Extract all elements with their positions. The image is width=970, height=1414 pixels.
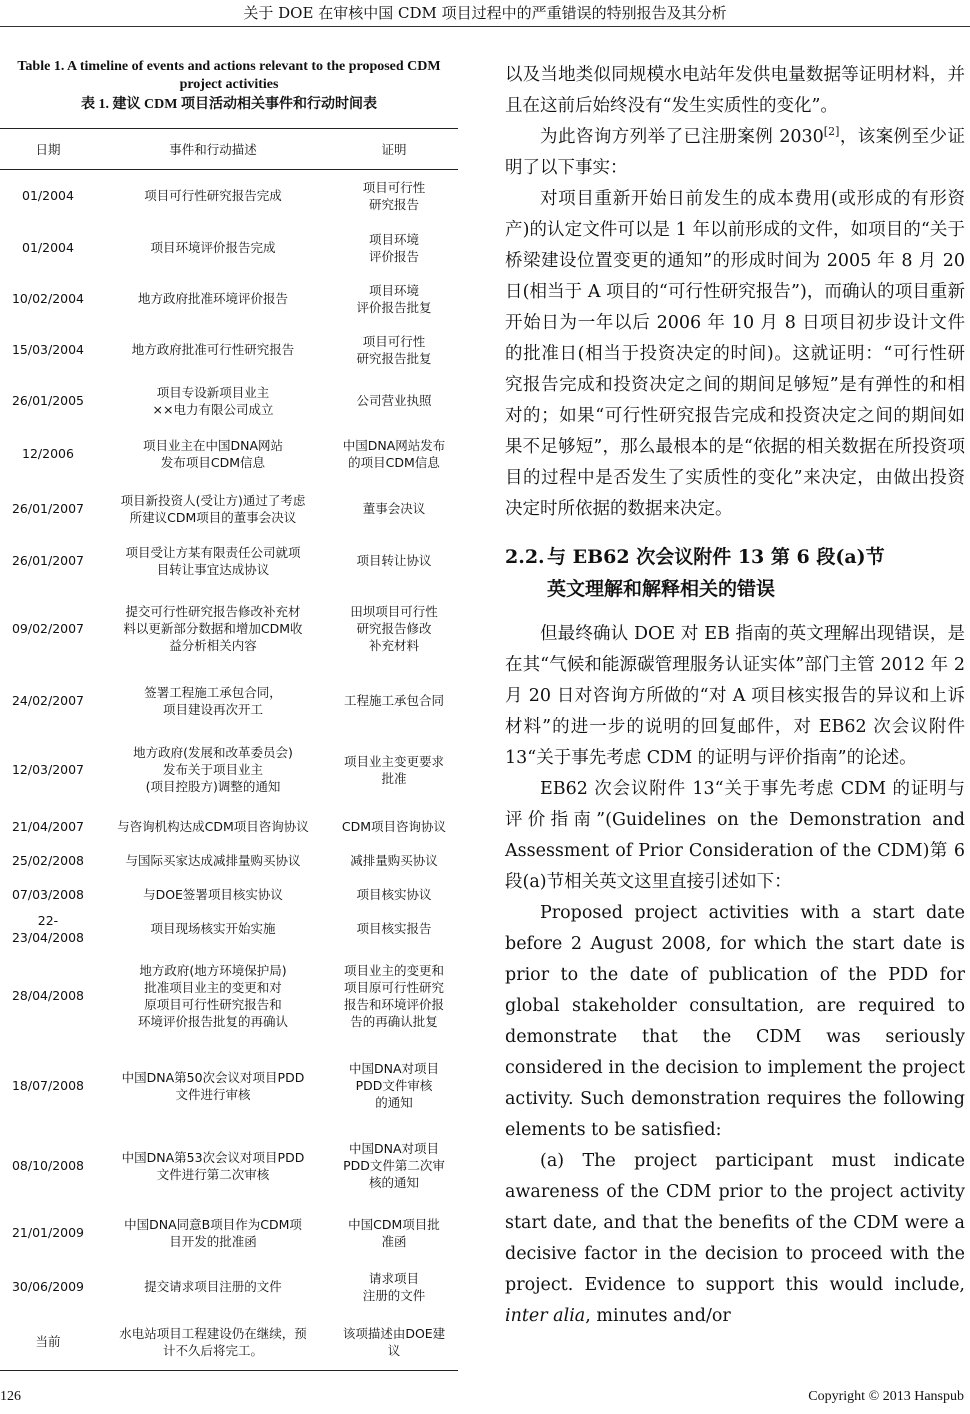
cell-date: 21/04/2007 xyxy=(11,819,85,834)
cell-date: 28/04/2008 xyxy=(11,988,85,1003)
table-row xyxy=(0,878,458,912)
cell-date: 30/06/2009 xyxy=(11,1279,85,1294)
table-row xyxy=(0,1260,458,1314)
table-row xyxy=(0,844,458,878)
column-header-date: 日期 xyxy=(0,129,96,170)
table-row xyxy=(0,586,458,672)
cell-event: 与DOE签署项目核实协议 xyxy=(143,887,283,902)
cell-event: 地方政府(地方环境保护局) 批准项目业主的变更和对 原项目可行性研究报告和 环境评价报告批复的再确认 xyxy=(137,962,288,1029)
cell-event: 地方政府(发展和改革委员会) 发布关于项目业主 (项目控股方)调整的通知 xyxy=(133,745,293,794)
cell-evidence: 项目业主的变更和 项目原可行性研究 报告和环境评价报 告的再确认批复 xyxy=(343,962,444,1029)
cell-event: 项目环境评价报告完成 xyxy=(150,240,276,255)
cell-date: 26/01/2005 xyxy=(11,393,85,408)
cell-evidence: 请求项目 注册的文件 xyxy=(362,1270,426,1303)
table-row xyxy=(0,482,458,536)
table-row xyxy=(0,1126,458,1206)
cell-evidence: CDM项目咨询协议 xyxy=(341,819,447,834)
cell-event: 中国DNA第53次会议对项目PDD 文件进行第二次审核 xyxy=(121,1149,305,1182)
cell-event: 与国际买家达成减排量购买协议 xyxy=(125,853,301,868)
cell-event: 地方政府批准可行性研究报告 xyxy=(131,342,295,357)
cell-date: 当前 xyxy=(0,1314,96,1371)
table-row xyxy=(0,1314,458,1371)
table-caption xyxy=(0,58,458,114)
table-row xyxy=(0,376,458,426)
cell-evidence: 中国DNA网站发布 的项目CDM信息 xyxy=(342,437,446,470)
cell-date: 21/01/2009 xyxy=(11,1225,85,1240)
body-text-column xyxy=(505,60,965,1332)
column-header-evidence: 证明 xyxy=(330,129,458,170)
header-rule xyxy=(0,26,970,27)
cell-evidence: 项目核实报告 xyxy=(356,921,432,936)
cell-date: 24/02/2007 xyxy=(11,693,85,708)
paragraph-text: ，该案例至少证明了以下事实： xyxy=(505,127,965,178)
cell-evidence: 项目核实协议 xyxy=(356,887,432,902)
cell-date: 07/03/2008 xyxy=(11,887,85,902)
paragraph-text: 为此咨询方列举了已注册案例 2030 xyxy=(540,127,824,147)
cell-event: 中国DNA第50次会议对项目PDD 文件进行审核 xyxy=(121,1069,305,1102)
cell-date: 01/2004 xyxy=(22,188,74,204)
table-header-row xyxy=(0,129,458,170)
paragraph-text: (a) The project participant must indicate awareness of the CDM prior to the project activity start date, and that the benefits of the CDM were a decisive factor in the decision to proceed with the project. Evidence to support this would include, xyxy=(505,1151,965,1295)
paragraph: EB62 次会议附件 13“关于事先考虑 CDM 的证明与评价指南”(Guidelines on the Demonstration and Assessment of Prior Consideration of the CDM)第 6 段(a)节相关英文这里直接引述如下： xyxy=(505,779,965,892)
table-row xyxy=(0,672,458,730)
table-row xyxy=(0,222,458,274)
table-row xyxy=(0,324,458,376)
cell-date: 26/01/2007 xyxy=(11,553,85,568)
cell-evidence: 中国CDM项目批 准函 xyxy=(348,1216,440,1249)
cell-evidence: 田坝项目可行性 研究报告修改 补充材料 xyxy=(350,604,438,653)
cell-date: 10/02/2004 xyxy=(11,291,85,306)
table-caption-en: Table 1. A timeline of events and actions relevant to the proposed CDM project activities xyxy=(17,59,441,92)
cell-event: 地方政府批准环境评价报告 xyxy=(137,291,288,306)
table-row xyxy=(0,912,458,946)
cell-event: 项目业主在中国DNA网站 发布项目CDM信息 xyxy=(142,437,284,470)
section-title-line-1: 与 EB62 次会议附件 13 第 6 段(a)节 xyxy=(547,546,885,568)
paragraph: 对项目重新开始日前发生的成本费用(或形成的有形资产)的认定文件可以是 1 年以前形成的文件，如项目的“关于桥梁建设位置变更的通知”的形成时间为 2005 年 8 月 20 日(相当于 A 项目的“可行性研究报告”)，而确认的项目重新开始日为一年以后 2006 年 10 月 8 日项目初步设计文件的批准日(相当于投资决定的时间)。这就证明：“可行性研究报告完成和投资决定之间的期间足够短”是有弹性的和相对的；如果“可行性研究报告完成和投资决定之间的期间如果不足够短”，那么最根本的是“依据的相关数据在所投资项目的过程中是否发生了实质性的变化”来决定，由做出投资决定时所依据的数据来决定。 xyxy=(505,189,965,519)
cell-event: 项目现场核实开始实施 xyxy=(150,921,276,936)
citation-ref: [2] xyxy=(823,125,840,139)
section-number: 2.2. xyxy=(505,546,545,568)
column-header-event: 事件和行动描述 xyxy=(96,129,330,170)
cell-date: 01/2004 xyxy=(22,240,74,255)
cell-evidence: 减排量购买协议 xyxy=(350,853,438,868)
italic-term: inter alia xyxy=(505,1306,586,1326)
cell-evidence: 项目转让协议 xyxy=(356,553,432,568)
cell-evidence: 项目环境 评价报告 xyxy=(368,231,419,264)
cell-evidence: 项目环境 评价报告批复 xyxy=(356,282,432,315)
table-caption-cn: 表 1. 建议 CDM 项目活动相关事件和行动时间表 xyxy=(81,97,377,112)
cell-event: 项目可行性研究报告完成 xyxy=(144,188,282,204)
section-heading xyxy=(505,541,965,605)
quote-paragraph: Proposed project activities with a start date before 2 August 2008, for which the start date is prior to the date of publication of the PDD for global stakeholder consultation, are required to demonstrate that the CDM was seriously considered in the decision to implement the project activity. Such demonstration requires the following elements to be satisfied: xyxy=(505,903,965,1140)
table-row xyxy=(0,810,458,844)
cell-event: 项目新投资人(受让方)通过了考虑 所建议CDM项目的董事会决议 xyxy=(120,492,306,525)
table-row xyxy=(0,946,458,1046)
cell-event: 水电站项目工程建设仍在继续，预 计不久后将完工。 xyxy=(96,1314,330,1371)
table-row xyxy=(0,274,458,324)
table-row xyxy=(0,1046,458,1126)
paragraph: 以及当地类似同规模水电站年发供电量数据等证明材料，并且在这前后始终没有“发生实质性的变化”。 xyxy=(505,65,965,116)
cell-event: 提交请求项目注册的文件 xyxy=(144,1279,282,1294)
table-row xyxy=(0,426,458,482)
cell-event: 项目专设新项目业主 ××电力有限公司成立 xyxy=(152,384,274,417)
section-title-line-2: 英文理解和解释相关的错误 xyxy=(547,578,776,600)
paragraph: 但最终确认 DOE 对 EB 指南的英文理解出现错误，是在其“气候和能源碳管理服务认证实体”部门主管 2012 年 2 月 20 日对咨询方所做的“对 A 项目核实报告的异议和上诉材料”的进一步的说明的回复邮件，对 EB62 次会议附件 13“关于事先考虑 CDM 的证明与评价指南”的论述。 xyxy=(505,624,965,768)
cell-evidence: 工程施工承包合同 xyxy=(343,693,444,708)
table-row xyxy=(0,730,458,810)
cell-date: 15/03/2004 xyxy=(11,342,85,357)
cell-evidence: 中国DNA对项目 PDD文件审核 的通知 xyxy=(348,1061,440,1110)
cell-evidence: 项目业主变更要求 批准 xyxy=(343,753,444,786)
cell-evidence: 项目可行性 研究报告 xyxy=(362,179,426,212)
cell-event: 项目受让方某有限责任公司就项 目转让事宜达成协议 xyxy=(125,544,301,577)
paragraph-text: , minutes and/or xyxy=(585,1306,731,1326)
cell-date: 12/03/2007 xyxy=(11,762,85,777)
running-head: 关于 DOE 在审核中国 CDM 项目过程中的严重错误的特别报告及其分析 xyxy=(243,4,727,22)
cell-event: 与咨询机构达成CDM项目咨询协议 xyxy=(117,819,309,834)
copyright: Copyright © 2013 Hanspub xyxy=(808,1389,964,1404)
cell-evidence: 该项描述由DOE建 议 xyxy=(330,1314,458,1371)
cell-event: 签署工程施工承包合同， 项目建设再次开工 xyxy=(144,684,282,717)
cell-evidence: 中国DNA对项目 PDD文件第二次审 核的通知 xyxy=(343,1141,445,1190)
cell-date: 26/01/2007 xyxy=(11,501,85,516)
cell-evidence: 公司营业执照 xyxy=(356,393,432,408)
cell-event: 提交可行性研究报告修改补充材 料以更新部分数据和增加CDM收 益分析相关内容 xyxy=(123,604,303,653)
cell-date: 25/02/2008 xyxy=(11,853,85,868)
paragraph xyxy=(505,122,965,184)
timeline-table xyxy=(0,128,458,1371)
cell-date: 08/10/2008 xyxy=(11,1158,85,1173)
cell-date: 18/07/2008 xyxy=(11,1078,85,1093)
quote-paragraph xyxy=(505,1146,965,1332)
table-row xyxy=(0,170,458,222)
cell-date: 09/02/2007 xyxy=(11,621,85,636)
cell-date: 12/2006 xyxy=(22,446,74,461)
cell-evidence: 董事会决议 xyxy=(362,501,426,516)
table-row xyxy=(0,1206,458,1260)
cell-date: 22-23/04/2008 xyxy=(11,912,85,945)
page-number: 126 xyxy=(0,1389,21,1404)
cell-evidence: 项目可行性 研究报告批复 xyxy=(356,333,432,366)
table-row xyxy=(0,536,458,586)
cell-event: 中国DNA同意B项目作为CDM项 目开发的批准函 xyxy=(124,1216,302,1249)
